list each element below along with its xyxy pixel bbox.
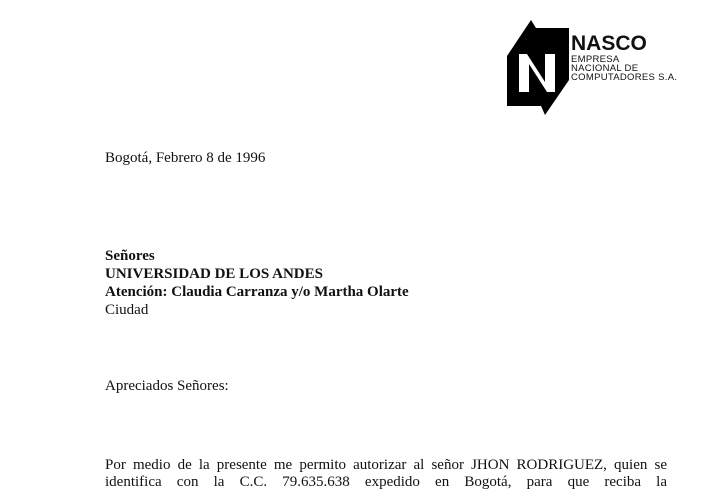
recipient-city: Ciudad [105,302,149,318]
logo-subtitle-line-3: COMPUTADORES S.A. [571,72,678,83]
letter-body [105,457,667,491]
recipient-salutation: Señores [105,248,155,264]
logo-brand-name: NASCO [571,32,647,55]
body-line: identifica con la C.C. 79.635.638 expedido en Bogotá, para que reciba la [105,474,667,490]
letter-greeting: Apreciados Señores: [105,378,229,394]
recipient-organization: UNIVERSIDAD DE LOS ANDES [105,266,323,282]
letter-date: Bogotá, Febrero 8 de 1996 [105,150,266,166]
body-line: Por medio de la presente me permito autorizar al señor JHON RODRIGUEZ, quien se [105,457,667,473]
logo-subtitle-line-2: NACIONAL DE [571,63,639,74]
logo-subtitle-line-1: EMPRESA [571,54,620,65]
recipient-attention: Atención: Claudia Carranza y/o Martha Olarte [105,284,409,300]
nasco-logo-icon [503,20,573,115]
